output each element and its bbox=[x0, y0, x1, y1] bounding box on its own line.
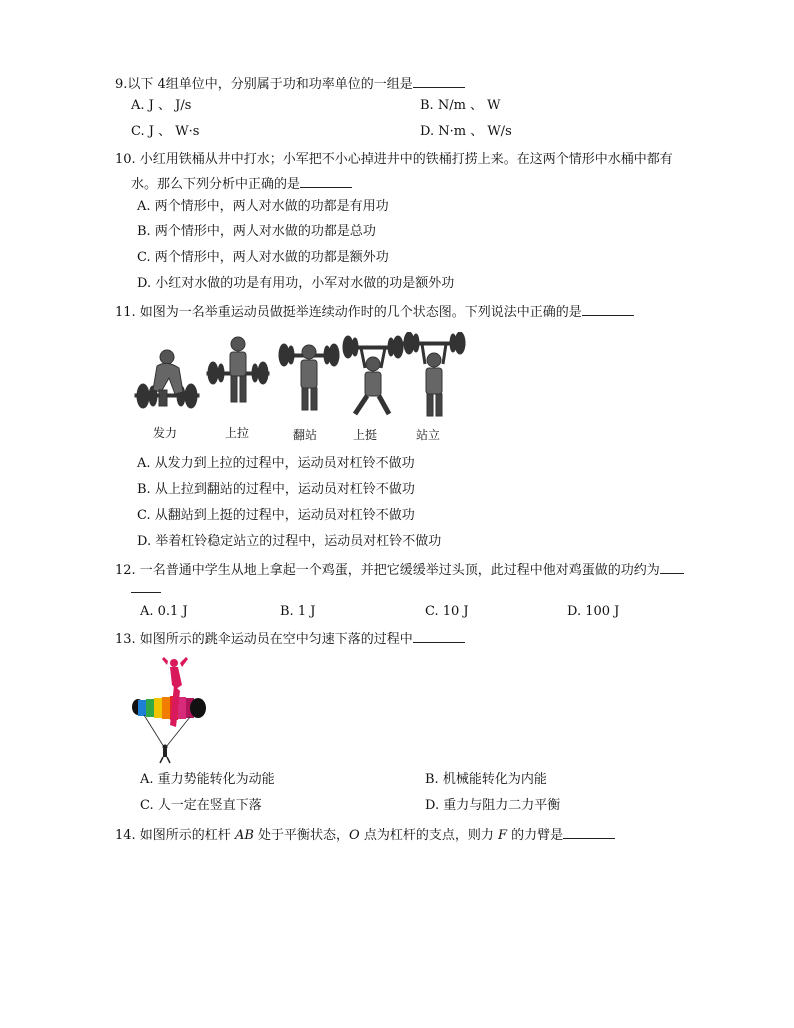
q10-option-b: B. 两个情形中，两人对水做的功都是总功 bbox=[137, 224, 376, 239]
q9-option-a: A. J 、 J/s bbox=[131, 98, 192, 113]
answer-blank bbox=[660, 561, 684, 574]
q10-option-c: C. 两个情形中，两人对水做的功都是额外功 bbox=[137, 250, 389, 265]
q11-option-c: C. 从翻站到上挺的过程中，运动员对杠铃不做功 bbox=[137, 508, 415, 523]
q10-stem-line1: 10. 小红用铁桶从井中打水；小军把不小心掉进井中的铁桶打捞上来。在这两个情形中水桶中都有 bbox=[115, 152, 673, 167]
caption-stage-2: 上拉 bbox=[225, 426, 250, 440]
var-ab: AB bbox=[234, 828, 254, 843]
q9-stem: 9.以下 4组单位中，分别属于功和功率单位的一组是 bbox=[115, 75, 465, 94]
q11-option-b: B. 从上拉到翻站的过程中，运动员对杠铃不做功 bbox=[137, 482, 415, 497]
q13-option-d: D. 重力与阻力二力平衡 bbox=[425, 798, 561, 813]
q11-option-d: D. 举着杠铃稳定站立的过程中，运动员对杠铃不做功 bbox=[137, 534, 442, 549]
answer-blank bbox=[300, 175, 352, 188]
small-jumper bbox=[160, 745, 170, 764]
q9-option-d: D. N·m 、 W/s bbox=[420, 124, 512, 139]
lifter-stage-1 bbox=[135, 350, 199, 408]
q13-stem: 13. 如图所示的跳伞运动员在空中匀速下落的过程中 bbox=[115, 630, 465, 649]
q13-option-b: B. 机械能转化为内能 bbox=[425, 772, 547, 787]
q12-option-d: D. 100 J bbox=[567, 604, 620, 619]
q11-option-a: A. 从发力到上拉的过程中，运动员对杠铃不做功 bbox=[137, 456, 415, 471]
parachute-canopy bbox=[132, 696, 206, 720]
lifter-stage-2 bbox=[207, 337, 269, 402]
q12-blank-continuation bbox=[131, 580, 161, 599]
answer-blank bbox=[131, 580, 161, 593]
var-f: F bbox=[497, 828, 508, 843]
q12-stem: 12. 一名普通中学生从地上拿起一个鸡蛋，并把它缓缓举过头顶，此过程中他对鸡蛋做的功约为 bbox=[115, 561, 684, 580]
q10-option-d: D. 小红对水做的功是有用功，小军对水做的功是额外功 bbox=[137, 276, 455, 291]
q13-option-c: C. 人一定在竖直下落 bbox=[140, 798, 262, 813]
q11-stem: 11. 如图为一名举重运动员做挺举连续动作时的几个状态图。下列说法中正确的是 bbox=[115, 303, 634, 322]
lifter-stage-5 bbox=[403, 332, 465, 416]
var-o: O bbox=[349, 828, 360, 843]
caption-stage-3: 翻站 bbox=[293, 428, 318, 442]
q10-stem-line2: 水。那么下列分析中正确的是 bbox=[131, 175, 352, 194]
weightlifting-figure bbox=[133, 332, 468, 444]
q9-option-c: C. J 、 W·s bbox=[131, 124, 200, 139]
caption-stage-1: 发力 bbox=[153, 426, 178, 440]
caption-stage-4: 上挺 bbox=[353, 428, 378, 442]
q14-stem: 14. 如图所示的杠杆 AB 处于平衡状态，O 点为杠杆的支点，则力 F 的力臂是 bbox=[115, 826, 615, 845]
caption-stage-5: 站立 bbox=[416, 428, 441, 442]
q12-option-b: B. 1 J bbox=[280, 604, 316, 619]
q12-option-a: A. 0.1 J bbox=[140, 604, 188, 619]
answer-blank bbox=[413, 75, 465, 88]
lifter-stage-3 bbox=[279, 344, 339, 410]
lifter-stage-4 bbox=[343, 336, 403, 414]
parachutist-figure bbox=[130, 655, 210, 765]
q12-option-c: C. 10 J bbox=[425, 604, 469, 619]
q13-option-a: A. 重力势能转化为动能 bbox=[140, 772, 275, 787]
answer-blank bbox=[563, 826, 615, 839]
answer-blank bbox=[582, 303, 634, 316]
q9-option-b: B. N/m 、 W bbox=[420, 98, 501, 113]
q10-option-a: A. 两个情形中，两人对水做的功都是有用功 bbox=[137, 199, 389, 214]
answer-blank bbox=[413, 630, 465, 643]
